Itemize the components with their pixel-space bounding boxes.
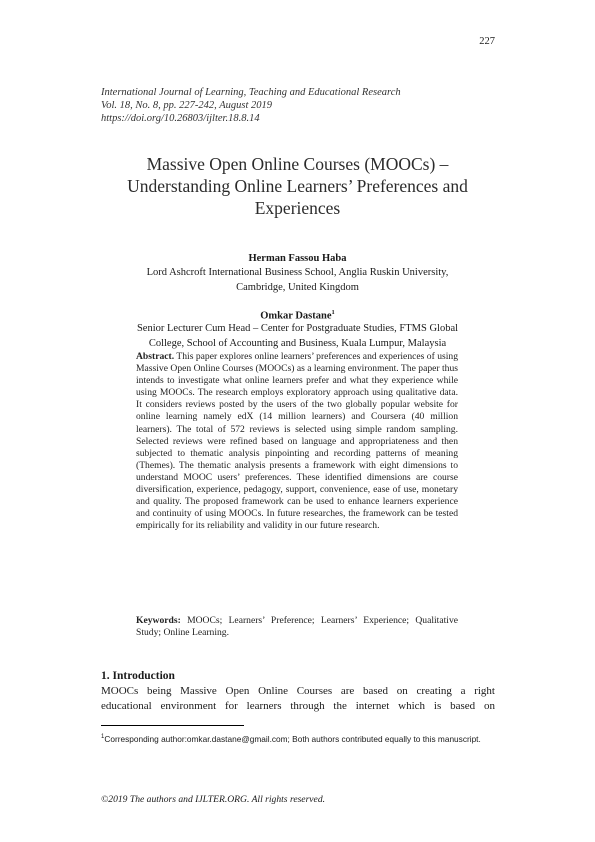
intro-line: MOOCs being Massive Open Online Courses are based on creating a right (101, 685, 495, 697)
introduction-text (101, 684, 495, 714)
footnote-divider (101, 725, 244, 726)
journal-volume: Vol. 18, No. 8, pp. 227-242, August 2019 (101, 100, 273, 111)
journal-info (101, 86, 401, 125)
footnote-text: Corresponding author:omkar.dastane@gmail.com; Both authors contributed equally to this manuscript. (104, 733, 481, 744)
title-line: Understanding Online Learners’ Preferences and (127, 176, 468, 196)
author-name-1: Herman Fassou Haba (248, 253, 347, 264)
author-footnote-marker: 1 (331, 309, 335, 316)
footnote-marker: 1 (101, 734, 105, 740)
copyright-footer: ©2019 The authors and IJLTER.ORG. All rights reserved. (101, 794, 326, 805)
affiliation-line: College, School of Accounting and Business, Kuala Lumpur, Malaysia (148, 338, 447, 349)
author-name-text: Omkar Dastane (260, 310, 332, 322)
title-line: Experiences (254, 198, 341, 218)
author-affiliation-2 (60, 321, 535, 351)
abstract-label: Abstract. (136, 351, 175, 362)
affiliation-line: Lord Ashcroft International Business School, Anglia Ruskin University, (146, 267, 449, 278)
keywords-text: MOOCs; Learners’ Preference; Learners’ Experience; Qualitative Study; Online Learning. (136, 615, 458, 639)
keywords-label: Keywords: (136, 615, 181, 626)
paper-title (60, 153, 535, 219)
abstract-text: This paper explores online learners’ preferences and experiences of using Massive Open Online Courses (MOOCs) as a learning environment. The paper thus intends to investigate what online learners prefer and what they experience while using MOOCs. The research employs exploratory approach using qualitative data. It considers reviews posted by the users of the two globally popular website for online learning namely edX (14 million learners) and Coursera (40 million learners). The total of 572 reviews is selected using simple random sampling. Selected reviews were refined based on language and appropriateness and then subjected to thematic analysis pinpointing and recording patterns of meaning (Themes). The thematic analysis presents a framework with eight dimensions to understand MOOC users’ preferences. These identified dimensions are course diversification, experience, pedagogy, support, convenience, ease of use, monetary and quality. The proposed framework can be used to enhance learners experience and continuity of using MOOCs. In future researches, the framework can be tested empirically for its reliability and validity in our future research. (136, 351, 458, 532)
keywords (136, 615, 458, 639)
author-name-2 (0, 309, 595, 322)
intro-line: educational environment for learners through the internet which is based on (101, 700, 495, 712)
affiliation-line: Senior Lecturer Cum Head – Center for Postgraduate Studies, FTMS Global (136, 323, 459, 334)
affiliation-line: Cambridge, United Kingdom (236, 282, 359, 293)
abstract (136, 351, 458, 532)
journal-name: International Journal of Learning, Teaching and Educational Research (101, 87, 401, 98)
section-heading-introduction: 1. Introduction (101, 670, 175, 682)
footnote (101, 731, 491, 745)
journal-doi[interactable]: https://doi.org/10.26803/ijlter.18.8.14 (101, 113, 260, 124)
page-number: 227 (479, 36, 495, 47)
author-affiliation-1 (60, 265, 535, 295)
title-line: Massive Open Online Courses (MOOCs) – (146, 154, 449, 174)
